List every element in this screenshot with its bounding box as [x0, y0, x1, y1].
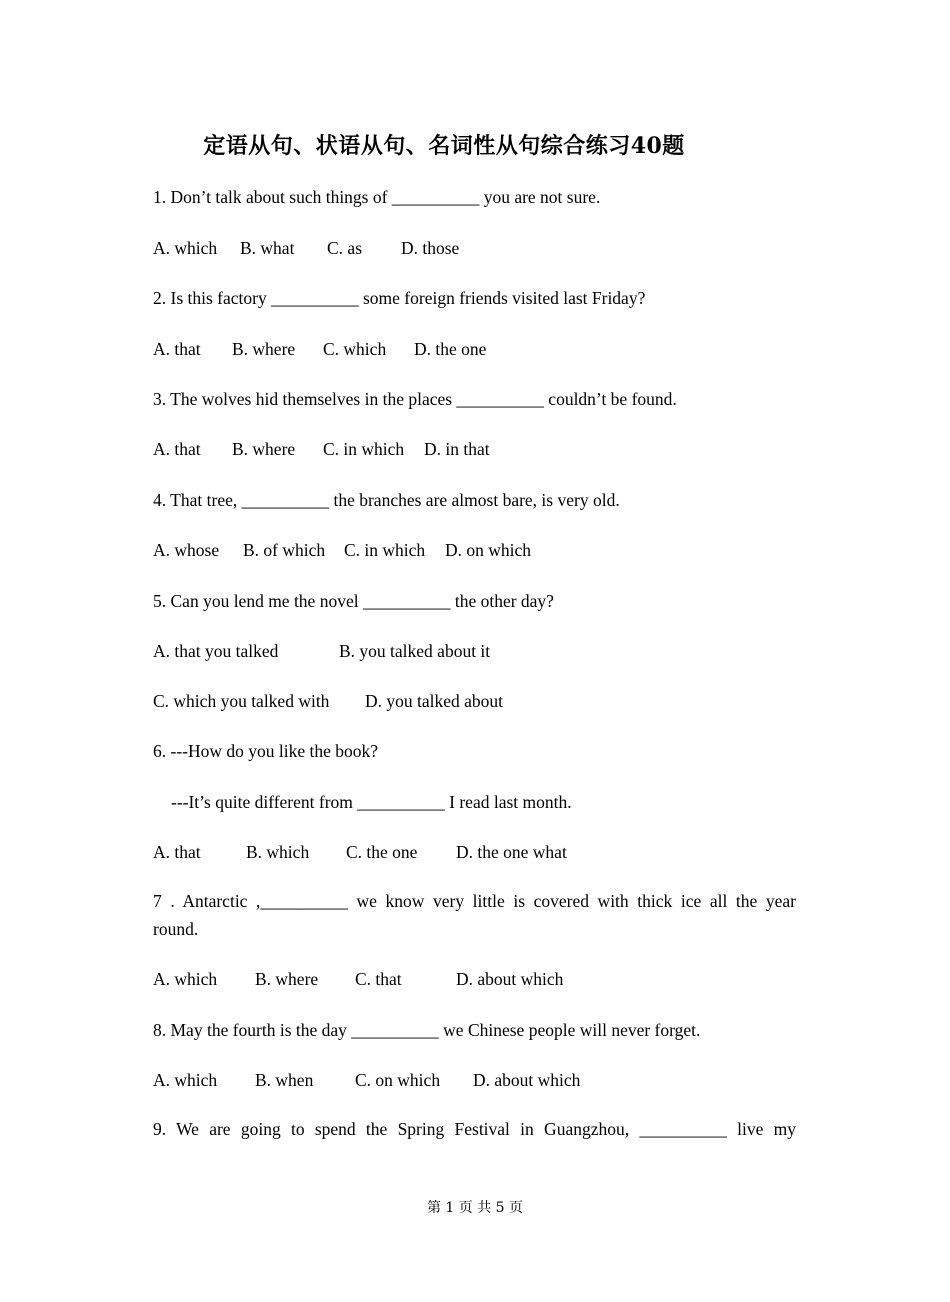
question-1-option-b: B. what	[240, 238, 295, 258]
question-5-option-a: A. that you talked	[153, 641, 279, 661]
question-4-option-d: D. on which	[445, 540, 532, 560]
question-6-option-d: D. the one what	[456, 842, 567, 862]
question-5-stem: 5. Can you lend me the novel __________ the other day?	[153, 591, 554, 611]
question-3-option-c: C. in which	[323, 439, 405, 459]
question-8-option-c: C. on which	[355, 1070, 441, 1090]
question-2-option-a: A. that	[153, 339, 201, 359]
question-7-stem: 7 . Antarctic ,__________ we know very little is covered with thick ice all the year	[153, 891, 796, 911]
question-2-option-b: B. where	[232, 339, 296, 359]
question-7-option-c: C. that	[355, 969, 402, 989]
question-4-option-b: B. of which	[243, 540, 326, 560]
question-1-option-c: C. as	[327, 238, 362, 258]
question-2-stem: 2. Is this factory __________ some foreign friends visited last Friday?	[153, 288, 646, 308]
question-7-option-a: A. which	[153, 969, 218, 989]
question-5-option-c: C. which you talked with	[153, 691, 330, 711]
page-footer: 第 1 页 共 5 页	[426, 1200, 524, 1216]
question-6-option-a: A. that	[153, 842, 201, 862]
question-8-stem: 8. May the fourth is the day __________ we Chinese people will never forget.	[153, 1020, 701, 1040]
question-3-stem: 3. The wolves hid themselves in the places __________ couldn’t be found.	[153, 389, 677, 409]
question-9-stem: 9. We are going to spend the Spring Festival in Guangzhou, __________ live my	[153, 1119, 796, 1139]
question-8-option-b: B. when	[255, 1070, 314, 1090]
question-8-option-a: A. which	[153, 1070, 218, 1090]
question-4-option-a: A. whose	[153, 540, 220, 560]
question-2-option-c: C. which	[323, 339, 387, 359]
question-1-option-a: A. which	[153, 238, 218, 258]
question-3-option-d: D. in that	[424, 439, 490, 459]
question-7-stem-tail: round.	[153, 919, 199, 939]
question-4-option-c: C. in which	[344, 540, 426, 560]
question-6-stem: 6. ---How do you like the book?	[153, 741, 379, 761]
question-1-stem: 1. Don’t talk about such things of __________ you are not sure.	[153, 187, 601, 207]
question-5-option-d: D. you talked about	[365, 691, 504, 711]
question-6-option-c: C. the one	[346, 842, 418, 862]
question-3-option-b: B. where	[232, 439, 296, 459]
question-4-stem: 4. That tree, __________ the branches are almost bare, is very old.	[153, 490, 620, 510]
question-6-stem-reply: ---It’s quite different from __________ I read last month.	[171, 792, 572, 812]
question-2-option-d: D. the one	[414, 339, 487, 359]
question-6-option-b: B. which	[246, 842, 310, 862]
question-3-option-a: A. that	[153, 439, 201, 459]
question-7-option-b: B. where	[255, 969, 319, 989]
page-title: 定语从句、状语从句、名词性从句综合练习40题	[203, 133, 685, 159]
question-8-option-d: D. about which	[473, 1070, 581, 1090]
question-7-option-d: D. about which	[456, 969, 564, 989]
question-5-option-b: B. you talked about it	[339, 641, 491, 661]
question-1-option-d: D. those	[401, 238, 460, 258]
